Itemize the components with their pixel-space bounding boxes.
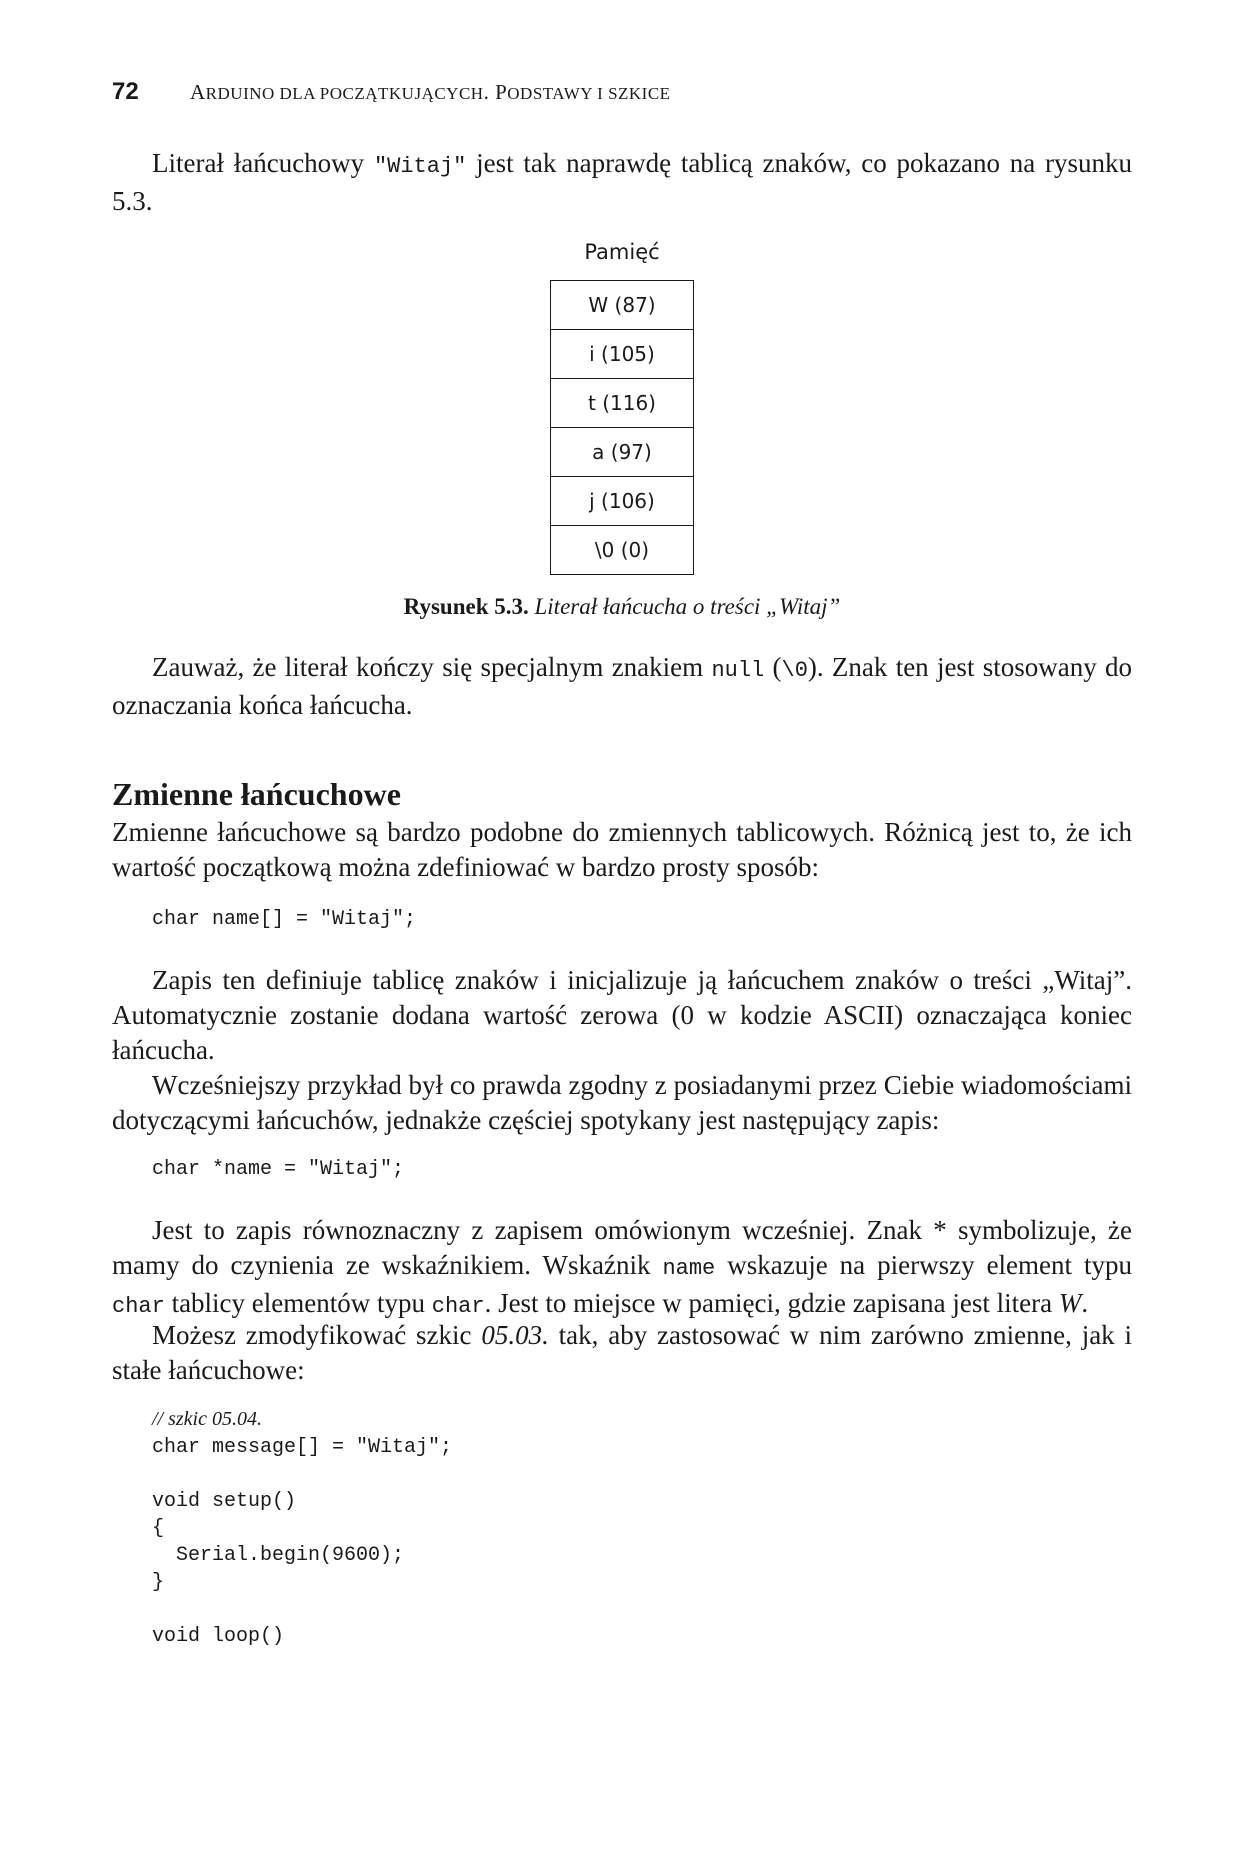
memory-cell: i (105) bbox=[551, 330, 694, 379]
memory-cell: j (106) bbox=[551, 477, 694, 526]
code-block-3: char message[] = "Witaj"; void setup() { Serial.begin(9600); } void loop() bbox=[152, 1436, 453, 1648]
caption-number: Rysunek 5.3. bbox=[403, 594, 529, 619]
code-block-2: char *name = "Witaj"; bbox=[152, 1158, 405, 1181]
memory-cell: t (116) bbox=[551, 379, 694, 428]
para1-text-b: jest tak naprawdę tablicą znaków, co pokazano na rysunku 5.3. bbox=[112, 148, 1132, 216]
para7-text-a: Możesz zmodyfikować szkic bbox=[152, 1320, 482, 1350]
para1-code: "Witaj" bbox=[373, 154, 467, 179]
figure-caption bbox=[112, 594, 1132, 620]
para2-code-null: null bbox=[711, 658, 765, 683]
running-head bbox=[190, 80, 671, 105]
code-comment: // szkic 05.04. bbox=[152, 1408, 262, 1430]
para2-code-zero: \0 bbox=[781, 658, 808, 683]
para6-code-char-1: char bbox=[112, 1294, 165, 1319]
running-head-P: P bbox=[495, 80, 508, 104]
para6-italic-W: W bbox=[1058, 1288, 1082, 1318]
memory-diagram bbox=[550, 280, 694, 575]
page-number: 72 bbox=[112, 78, 139, 105]
memory-cell: a (97) bbox=[551, 428, 694, 477]
para7-italic-sketch: 05.03. bbox=[481, 1320, 549, 1350]
paragraph-4: Zapis ten definiuje tablicę znaków i inicjalizuje ją łańcuchem znaków o treści „Witaj”. Automatycznie zostanie dodana wartość zerowa (0 w kodzie ASCII) oznaczająca koniec łańcucha. bbox=[112, 965, 1132, 1065]
caption-text: Literał łańcucha o treści „Witaj” bbox=[534, 594, 841, 619]
running-head-A: A bbox=[190, 80, 206, 104]
memory-cell: \0 (0) bbox=[551, 526, 694, 575]
paragraph-6 bbox=[112, 1213, 1132, 1324]
para6-code-char-2: char bbox=[431, 1294, 485, 1319]
memory-label: Pamięć bbox=[584, 240, 660, 264]
paragraph-5: Wcześniejszy przykład był co prawda zgodny z posiadanymi przez Ciebie wiadomościami dotyczącymi łańcuchów, jednakże częściej spotykany jest następujący zapis: bbox=[112, 1070, 1132, 1135]
section-heading: Zmienne łańcuchowe bbox=[112, 776, 401, 812]
para6-text-a: Jest to zapis równoznaczny z zapisem omówionym wcześniej. Znak * symbolizuje, że mamy do czynienia ze wskaźnikiem. Wskaźnik bbox=[112, 1215, 1132, 1280]
para2-text-c: ). Znak ten jest stosowany do oznaczania końca łańcucha. bbox=[112, 652, 1132, 720]
para6-text-c: tablicy elementów typu bbox=[164, 1288, 432, 1318]
code-block-1: char name[] = "Witaj"; bbox=[152, 908, 417, 931]
paragraph-2 bbox=[112, 650, 1132, 723]
para2-text-b: ( bbox=[764, 652, 782, 682]
para6-text-e: . bbox=[1081, 1288, 1089, 1318]
paragraph-1 bbox=[112, 146, 1132, 219]
memory-cell: W (87) bbox=[551, 281, 694, 330]
running-head-part2: ODSTAWY I SZKICE bbox=[507, 84, 671, 103]
para6-text-d: . Jest to miejsce w pamięci, gdzie zapisana jest litera bbox=[484, 1288, 1059, 1318]
para6-text-b: wskazuje na pierwszy element typu bbox=[715, 1250, 1132, 1280]
para6-code-name: name bbox=[662, 1256, 716, 1281]
para2-text-a: Zauważ, że literał kończy się specjalnym znakiem bbox=[152, 652, 712, 682]
paragraph-3: Zmienne łańcuchowe są bardzo podobne do zmiennych tablicowych. Różnicą jest to, że ich wartość początkową można zdefiniować w bardzo prosty sposób: bbox=[112, 817, 1132, 882]
para1-text-a: Literał łańcuchowy bbox=[152, 148, 374, 178]
running-head-dot: . bbox=[483, 80, 496, 104]
running-head-part1: RDUINO DLA POCZĄTKUJĄCYCH bbox=[205, 84, 484, 103]
paragraph-7 bbox=[112, 1318, 1132, 1388]
para7-text-b: tak, aby zastosować w nim zarówno zmienne, jak i stałe łańcuchowe: bbox=[112, 1320, 1132, 1385]
